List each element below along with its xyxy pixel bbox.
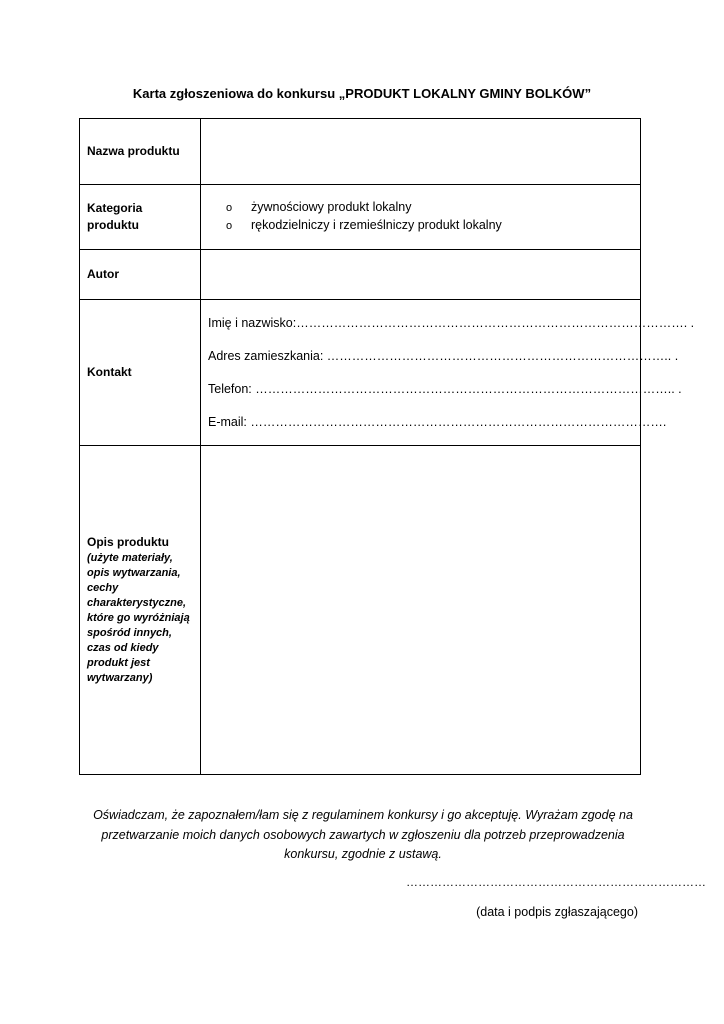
description-label-hint: (użyte materiały, opis wytwarzania, cechy charakterystyczne, które go wyróżniają spośród innych, czas od kiedy produkt jest wytwarzany) — [87, 552, 190, 684]
radio-circle-icon[interactable]: o — [226, 202, 233, 214]
declaration-text: Oświadczam, że zapoznałem/łam się z regulaminem konkursy i go akceptuję. Wyrażam zgodę na przetwarzanie moich danych osobowych zawartych w zgłoszeniu dla potrzeb przeprowadzenia konkursu, zgodnie z ustawą. — [93, 808, 633, 861]
category-option-food[interactable] — [226, 199, 640, 217]
contact-fields — [201, 300, 695, 446]
form-title: Karta zgłoszeniowa do konkursu „PRODUKT LOKALNY GMINY BOLKÓW” — [132, 86, 592, 101]
row-contact — [80, 300, 641, 446]
category-label-line2: produktu — [87, 218, 139, 232]
contact-email-field[interactable]: E-mail: ………………………………………………………………………………………. — [208, 414, 667, 429]
contact-label: Kontakt — [80, 300, 201, 446]
product-category-field — [201, 185, 641, 250]
entry-form-table — [79, 118, 695, 775]
row-product-category — [80, 185, 641, 250]
contact-phone-field[interactable]: Telefon: ……………………………………………………………………………………….. . — [208, 381, 682, 396]
radio-circle-icon[interactable]: o — [226, 220, 233, 232]
author-field[interactable] — [201, 250, 641, 300]
product-category-label — [80, 185, 201, 250]
signature-line[interactable]: ………………………………………………………………… — [406, 875, 706, 889]
contact-address-field[interactable]: Adres zamieszkania: ……………………………………………………………………….. . — [208, 348, 679, 363]
row-product-description — [80, 446, 641, 775]
description-label-main: Opis produktu — [87, 535, 169, 549]
category-label-line1: Kategoria — [87, 201, 143, 215]
product-name-label: Nazwa produktu — [80, 119, 201, 185]
product-name-field[interactable] — [201, 119, 641, 185]
product-description-label — [80, 446, 201, 775]
category-option-craft[interactable] — [226, 217, 640, 235]
row-product-name — [80, 119, 641, 185]
category-option-label: rękodzielniczy i rzemieślniczy produkt lokalny — [251, 218, 502, 232]
signature-caption: (data i podpis zgłaszającego) — [476, 905, 638, 919]
author-label: Autor — [80, 250, 201, 300]
category-option-label: żywnościowy produkt lokalny — [251, 200, 412, 214]
product-description-field[interactable] — [201, 446, 641, 775]
row-author — [80, 250, 641, 300]
contact-name-field[interactable]: Imię i nazwisko:…………………………………………………………………………………. . — [208, 315, 695, 330]
category-options — [201, 199, 640, 235]
